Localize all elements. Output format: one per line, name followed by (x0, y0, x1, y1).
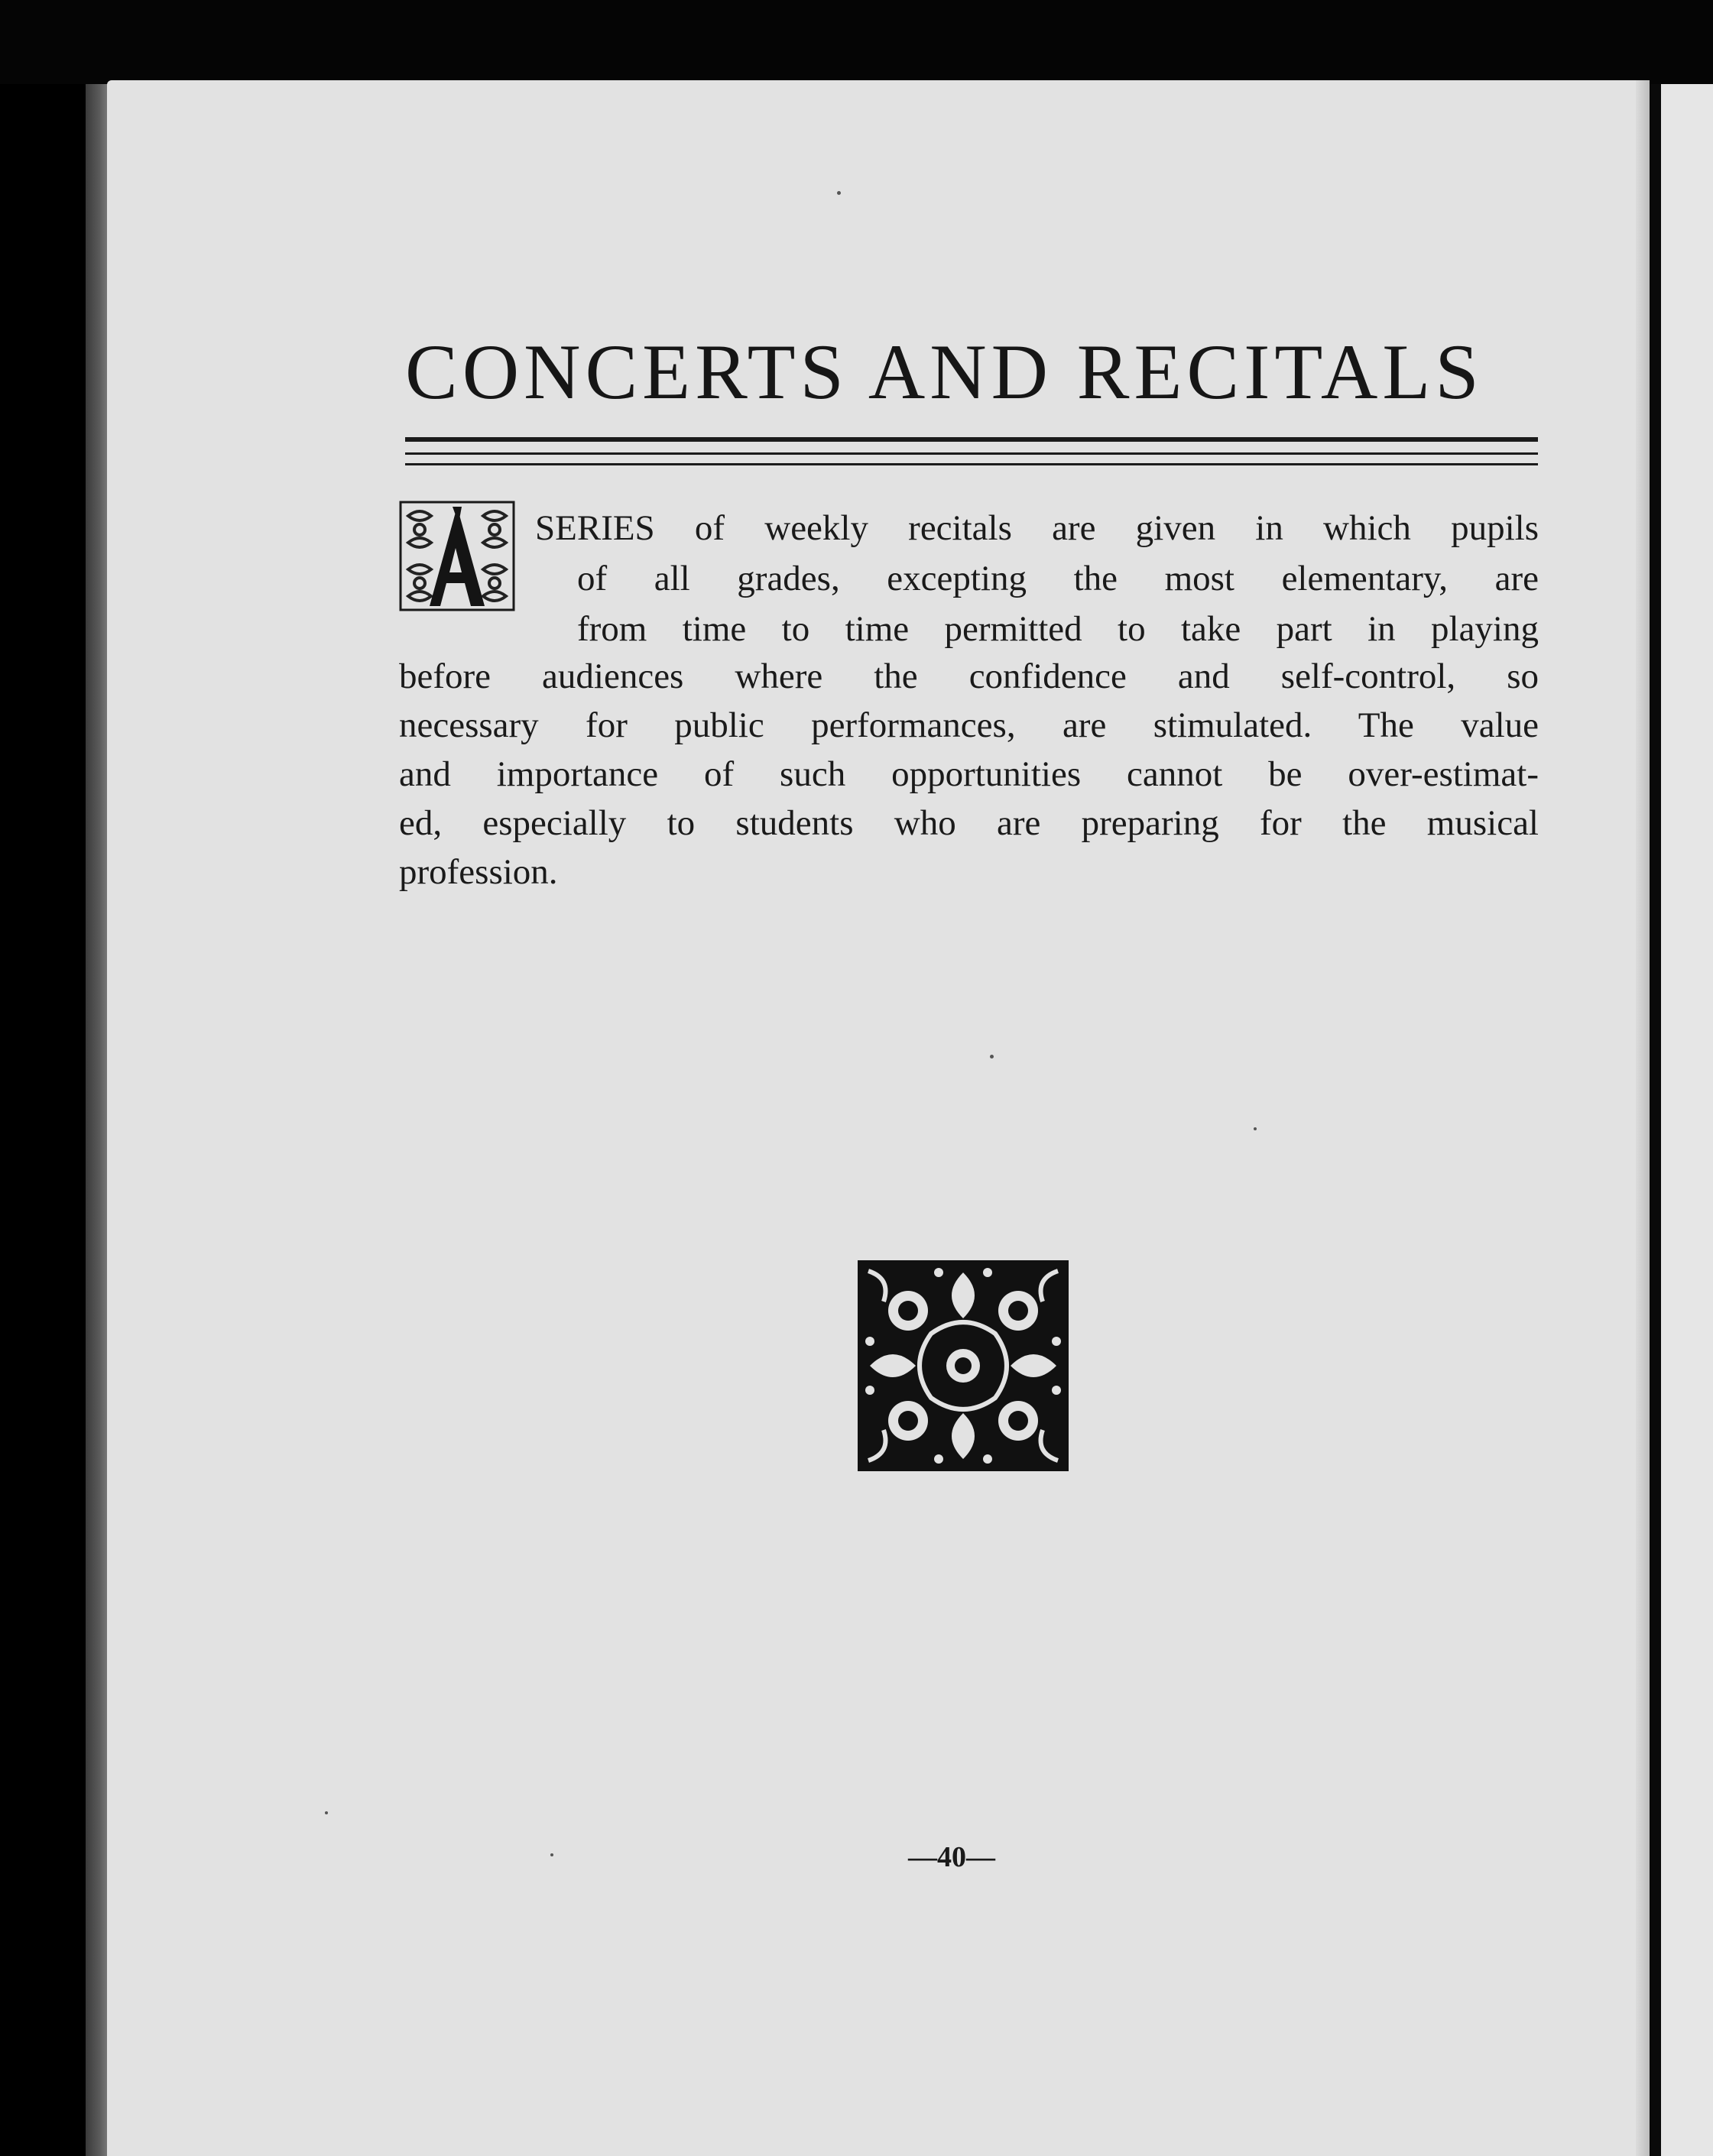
book-gutter (1650, 84, 1661, 2156)
page-number: —40— (908, 1841, 995, 1873)
page-title: CONCERTS AND RECITALS (405, 329, 1484, 416)
scan-background-top (0, 0, 1713, 84)
title-rule-thick (405, 437, 1538, 442)
scan-speck (550, 1853, 553, 1856)
title-rule-thin-lower (405, 463, 1538, 465)
paragraph-line-8: profession. (399, 852, 558, 892)
facing-page-edge (1661, 84, 1713, 2156)
square-floral-ornament-icon (855, 1257, 1072, 1474)
title-rule-thin (405, 452, 1538, 455)
paragraph-line-7: ed, especially to students who are preparing for the musical (399, 803, 1539, 843)
paragraph-line-5: necessary for public performances, are stimulated. The value (399, 705, 1539, 745)
scan-speck (990, 1055, 994, 1059)
scan-speck (837, 191, 841, 195)
scan-speck (1254, 1127, 1257, 1130)
paragraph-line-4: before audiences where the confidence and self-control, so (399, 657, 1539, 696)
page-edge (1636, 80, 1650, 2156)
paragraph-line-1: SERIES of weekly recitals are given in which pupils (535, 508, 1539, 548)
scan-speck (325, 1811, 328, 1814)
paragraph-line-3: from time to time permitted to take part in playing (577, 609, 1539, 649)
paragraph-line-2: of all grades, excepting the most elementary, are (577, 559, 1539, 598)
paragraph-line-6: and importance of such opportunities cannot be over-estimat- (399, 754, 1539, 794)
decorated-initial-a-icon (399, 501, 515, 611)
